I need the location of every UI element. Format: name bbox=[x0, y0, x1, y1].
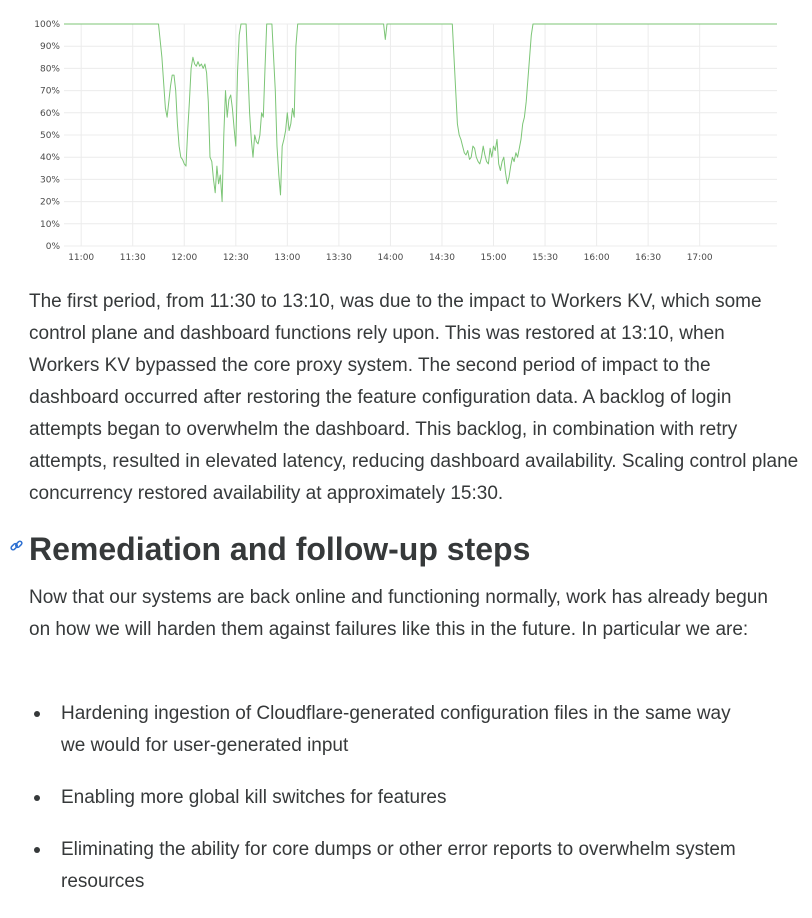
section-heading-container bbox=[0, 527, 800, 571]
y-tick-label: 90% bbox=[39, 42, 60, 53]
x-tick-label: 14:30 bbox=[429, 253, 455, 263]
remediation-steps-list bbox=[0, 698, 800, 918]
x-tick-label: 12:00 bbox=[171, 253, 198, 263]
x-tick-label: 11:30 bbox=[119, 253, 146, 263]
availability-chart bbox=[0, 0, 812, 278]
y-tick-label: 80% bbox=[39, 64, 60, 75]
x-tick-label: 15:00 bbox=[480, 253, 507, 263]
x-axis-ticks bbox=[68, 253, 713, 263]
bullet-icon bbox=[34, 795, 40, 801]
y-tick-label: 50% bbox=[39, 131, 60, 141]
y-axis-ticks bbox=[34, 20, 60, 252]
link-icon[interactable] bbox=[9, 538, 24, 553]
list-item bbox=[0, 698, 741, 762]
list-item-text: Hardening ingestion of Cloudflare-generated configuration files in the same way we would for user-generated input bbox=[61, 703, 731, 756]
bullet-icon bbox=[34, 711, 40, 717]
x-tick-label: 16:00 bbox=[583, 253, 610, 263]
list-item bbox=[0, 782, 741, 814]
y-tick-label: 0% bbox=[45, 242, 60, 252]
y-tick-label: 40% bbox=[39, 153, 60, 164]
y-tick-label: 70% bbox=[39, 86, 60, 97]
y-tick-label: 30% bbox=[39, 175, 60, 186]
x-tick-label: 11:00 bbox=[68, 253, 95, 263]
y-tick-label: 60% bbox=[39, 108, 60, 119]
x-tick-label: 13:00 bbox=[274, 253, 301, 263]
x-tick-label: 16:30 bbox=[635, 253, 662, 263]
list-item-text: Enabling more global kill switches for features bbox=[61, 787, 447, 808]
paragraph-remediation-intro: Now that our systems are back online and functioning normally, work has already begun on how we will harden them against failures like this in the future. In particular we are: bbox=[29, 587, 768, 640]
list-item-text: Eliminating the ability for core dumps or other error reports to overwhelm system resources bbox=[61, 839, 736, 892]
x-tick-label: 13:30 bbox=[325, 253, 352, 263]
x-tick-label: 12:30 bbox=[222, 253, 249, 263]
bullet-icon bbox=[34, 847, 40, 853]
x-tick-label: 17:00 bbox=[686, 253, 713, 263]
y-tick-label: 100% bbox=[34, 20, 60, 30]
y-tick-label: 20% bbox=[39, 197, 60, 208]
x-tick-label: 14:00 bbox=[377, 253, 404, 263]
y-tick-label: 10% bbox=[39, 219, 60, 230]
section-heading: Remediation and follow-up steps bbox=[29, 531, 531, 567]
paragraph-incident-periods: The first period, from 11:30 to 13:10, was due to the impact to Workers KV, which some control plane and dashboard functions rely upon. This was restored at 13:10, when Workers KV bypassed the core proxy system. The second period of impact to the dashboard occurred after restoring the feature configuration data. A backlog of login attempts began to overwhelm the dashboard. This backlog, in combination with retry attempts, resulted in elevated latency, reducing dashboard availability. Scaling control plane concurrency restored availability at approximately 15:30. bbox=[29, 291, 799, 504]
chart-grid bbox=[64, 24, 777, 246]
list-item bbox=[0, 834, 741, 898]
x-tick-label: 15:30 bbox=[532, 253, 559, 263]
